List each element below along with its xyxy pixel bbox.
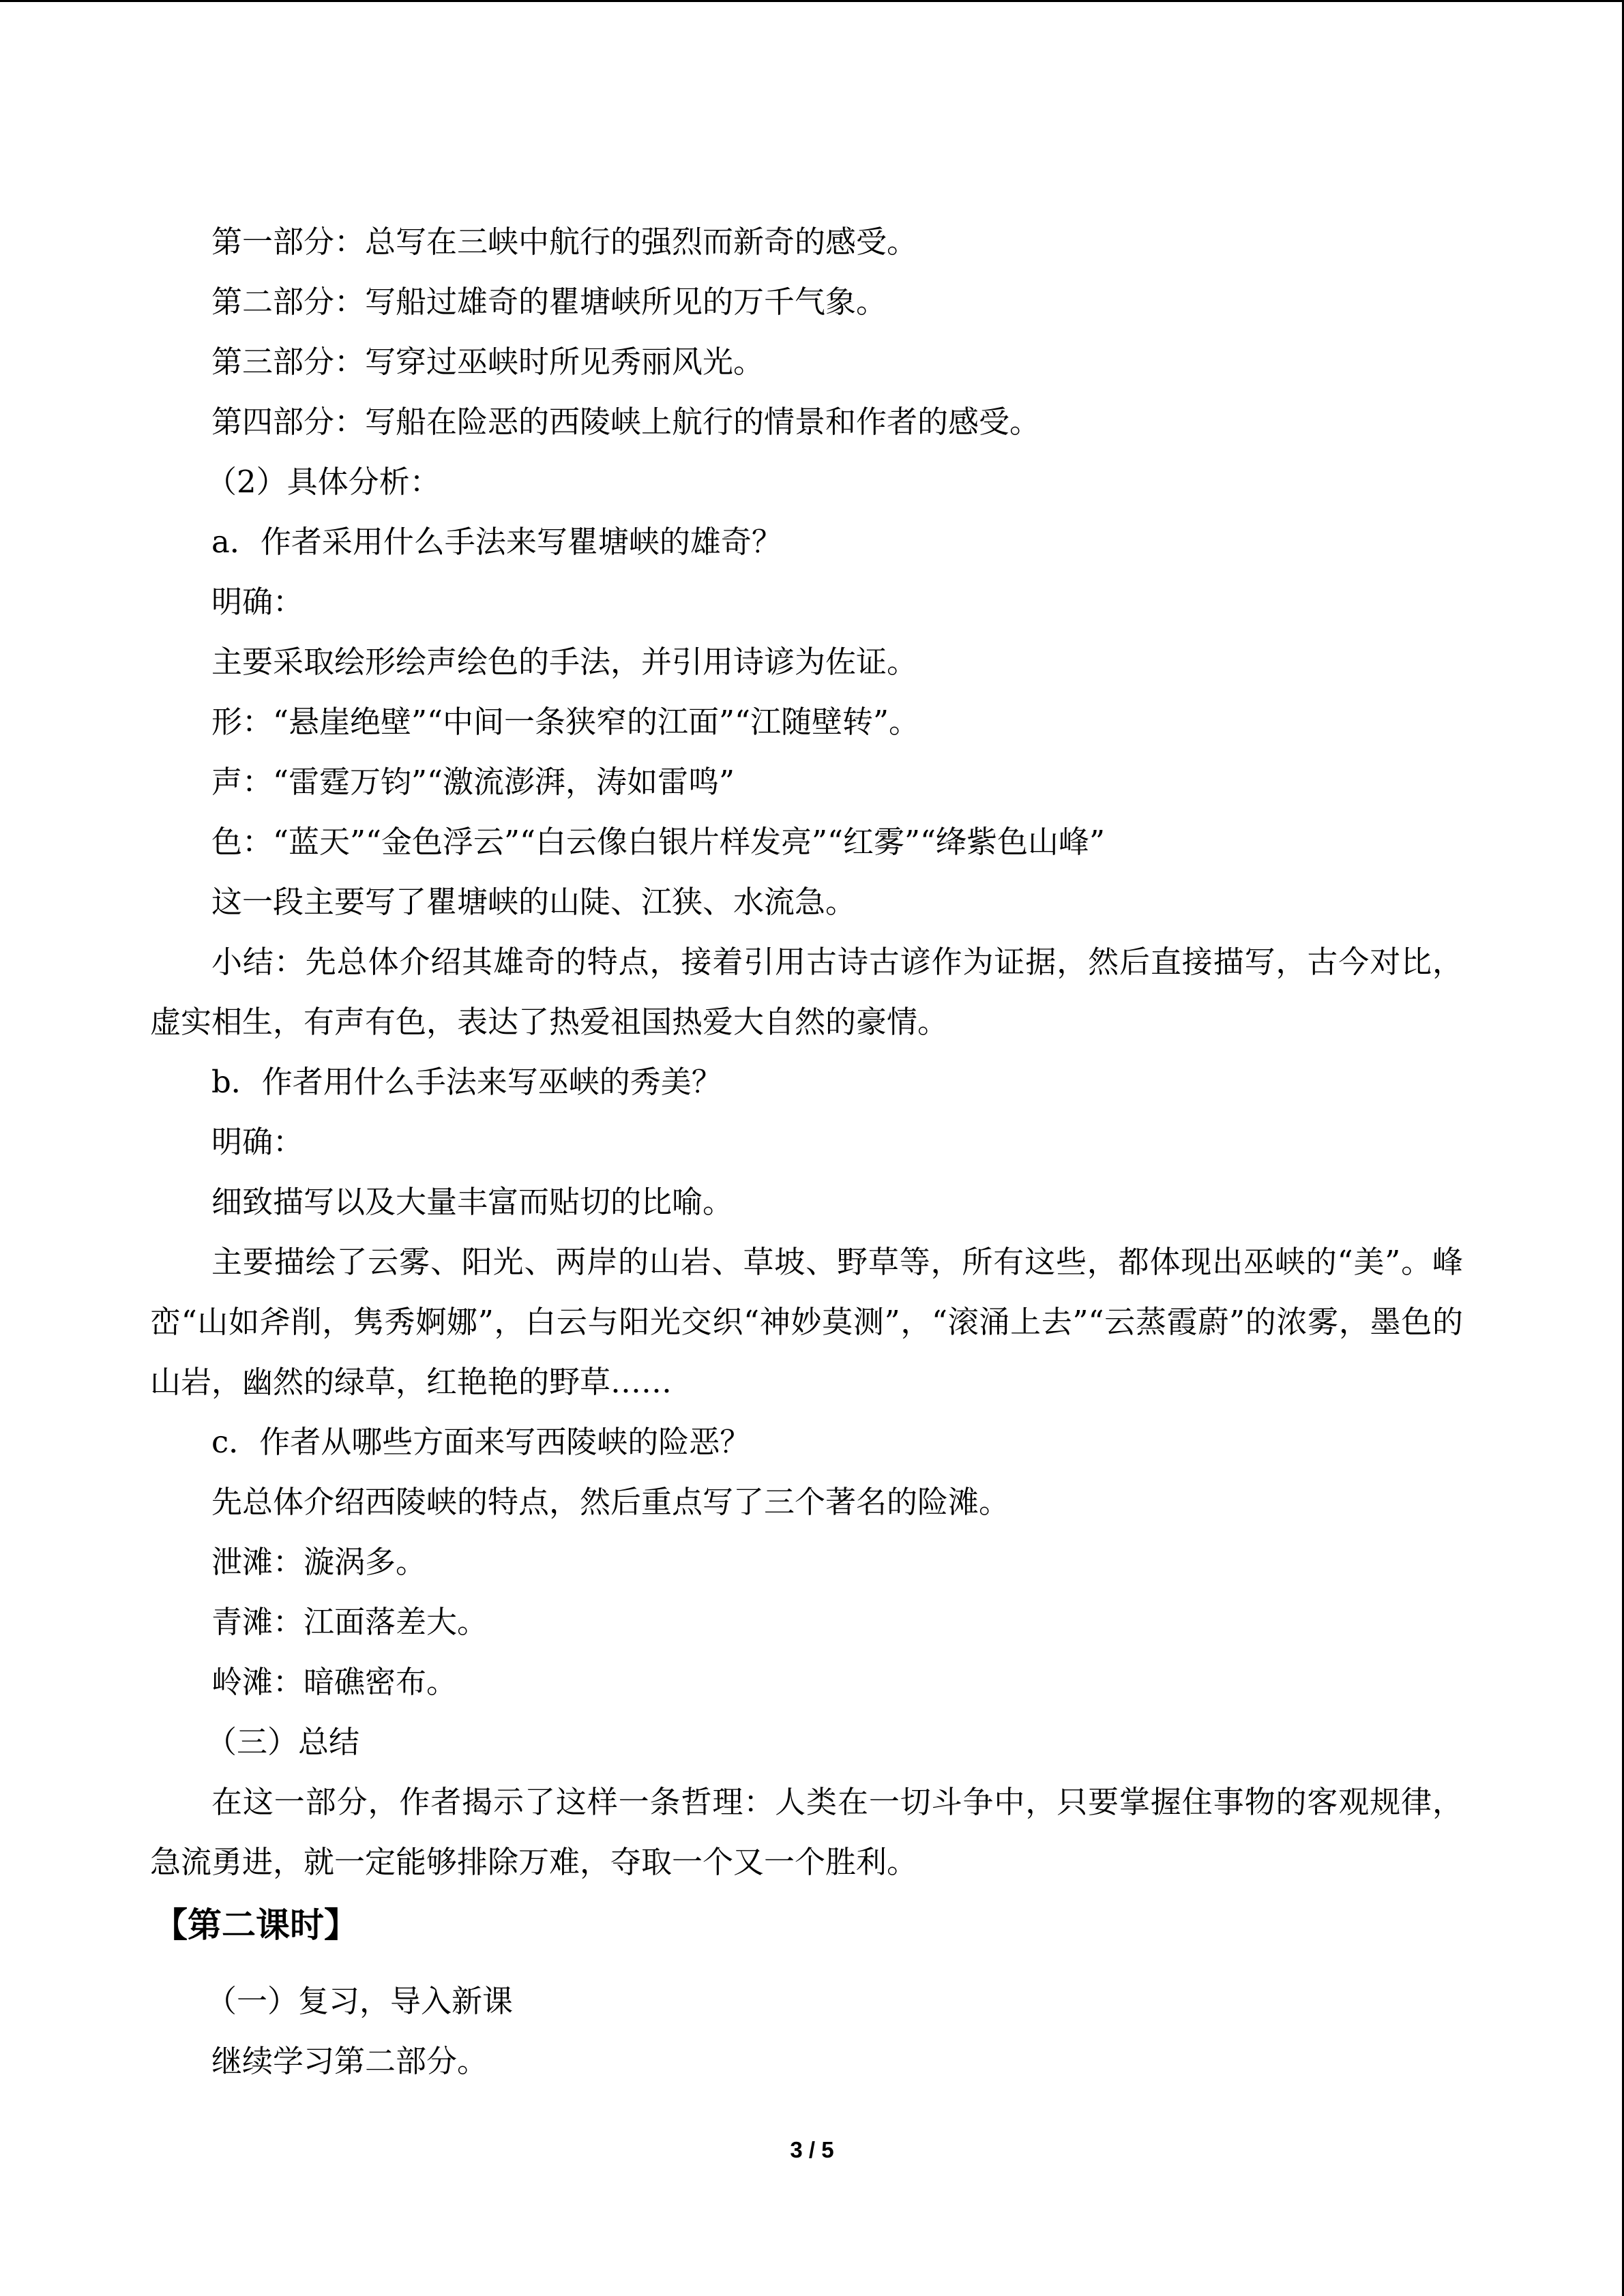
question-b: b．作者用什么手法来写巫峡的秀美？ (211, 1064, 722, 1100)
answer-c-xietan: 泄滩：漩涡多。 (211, 1544, 427, 1580)
answer-a-summary-line: 这一段主要写了瞿塘峡的山陡、江狭、水流急。 (211, 884, 857, 920)
clarify-label-a: 明确： (211, 584, 304, 620)
paragraph-part-three: 第三部分：写穿过巫峡时所见秀丽风光。 (211, 344, 765, 380)
paragraph-part-two: 第二部分：写船过雄奇的瞿塘峡所见的万千气象。 (211, 284, 887, 320)
second-lesson-heading: 【第二课时】 (153, 1905, 358, 1945)
answer-b-detail: 主要描绘了云雾、阳光、两岸的山岩、草坡、野草等，所有这些，都体现出巫峡的“美”。峰峦“山如斧削，隽秀婀娜”，白云与阳光交织“神妙莫测”，“滚涌上去”“云蒸霞蔚”的浓雾，墨色的山岩，幽然的绿草，红艳艳的野草…… (150, 1244, 1463, 1400)
document-body (150, 212, 1463, 2091)
answer-b-method: 细致描写以及大量丰富而贴切的比喻。 (211, 1184, 734, 1220)
answer-a-color: 色：“蓝天”“金色浮云”“白云像白银片样发亮”“红雾”“绛紫色山峰” (211, 824, 1106, 860)
answer-c-qingtan: 青滩：江面落差大。 (211, 1604, 488, 1640)
review-intro-text: 继续学习第二部分。 (211, 2043, 488, 2079)
answer-a-method: 主要采取绘形绘声绘色的手法，并引用诗谚为佐证。 (211, 644, 918, 680)
answer-a-shape: 形：“悬崖绝壁”“中间一条狭窄的江面”“江随壁转”。 (211, 704, 920, 740)
answer-c-lingtan: 岭滩：暗礁密布。 (211, 1664, 458, 1700)
page-number: 3 / 5 (790, 2137, 834, 2162)
section-summary-title: （三）总结 (206, 1724, 360, 1760)
section-summary-text: 在这一部分，作者揭示了这样一条哲理：人类在一切斗争中，只要掌握住事物的客观规律，急流勇进，就一定能够排除万难，夺取一个又一个胜利。 (150, 1784, 1463, 1880)
paragraph-specific-analysis: （2）具体分析： (206, 464, 441, 500)
summary-a: 小结：先总体介绍其雄奇的特点，接着引用古诗古谚作为证据，然后直接描写，古今对比，虚实相生，有声有色，表达了热爱祖国热爱大自然的豪情。 (150, 944, 1463, 1040)
paragraph-part-four: 第四部分：写船在险恶的西陵峡上航行的情景和作者的感受。 (211, 404, 1041, 440)
question-a: a．作者采用什么手法来写瞿塘峡的雄奇？ (211, 524, 782, 560)
answer-a-sound: 声：“雷霆万钧”“激流澎湃，涛如雷鸣” (211, 764, 735, 800)
question-c: c．作者从哪些方面来写西陵峡的险恶？ (211, 1424, 751, 1460)
clarify-label-b: 明确： (211, 1124, 304, 1160)
paragraph-part-one: 第一部分：总写在三峡中航行的强烈而新奇的感受。 (211, 224, 918, 260)
answer-c-overview: 先总体介绍西陵峡的特点，然后重点写了三个著名的险滩。 (211, 1484, 1010, 1520)
review-intro-title: （一）复习，导入新课 (206, 1983, 514, 2019)
